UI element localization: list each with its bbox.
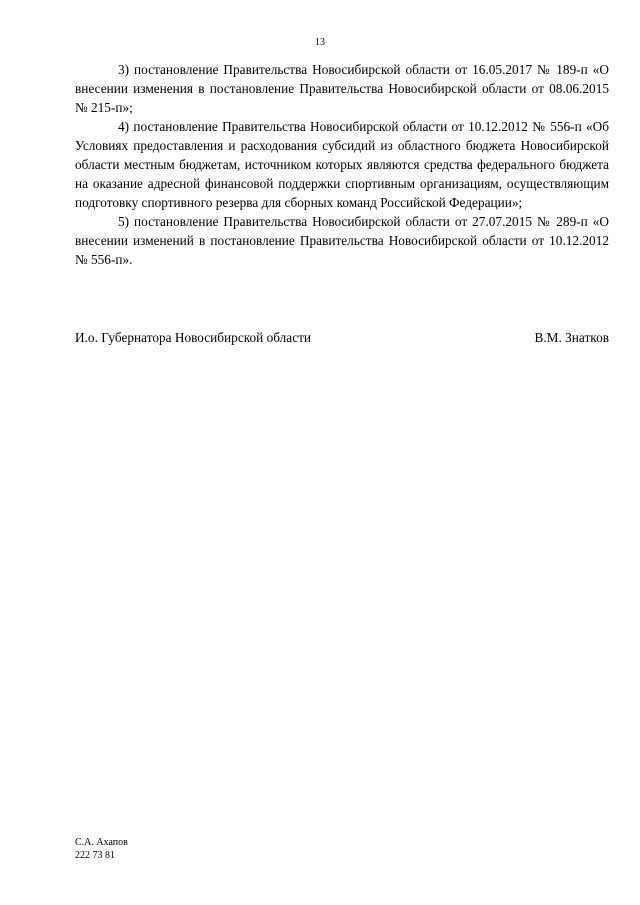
document-body <box>75 60 609 269</box>
signatory-position: И.о. Губернатора Новосибирской области <box>75 330 312 345</box>
executor-phone: 222 73 81 <box>75 850 115 861</box>
signature-block <box>75 328 609 347</box>
list-item: 4) постановление Правительства Новосибирской области от 10.12.2012 № 556-п «Об Условиях предоставления и расходования субсидий из областного бюджета Новосибирской области местным бюджетам, источником которых являются средства федерального бюджета на оказание адресной финансовой поддержки спортивным организациям, осуществляющим подготовку спортивного резерва для сборных команд Российской Федерации»; <box>75 119 609 210</box>
page-number: 13 <box>315 37 325 48</box>
list-item: 5) постановление Правительства Новосибирской области от 27.07.2015 № 289-п «О внесении изменений в постановление Правительства Новосибирской области от 10.12.2012 № 556-п». <box>75 214 609 267</box>
signatory-name: В.М. Знатков <box>534 330 609 345</box>
list-item: 3) постановление Правительства Новосибирской области от 16.05.2017 № 189-п «О внесении изменения в постановление Правительства Новосибирской области от 08.06.2015 № 215-п»; <box>75 62 609 115</box>
executor-name: С.А. Ахапов <box>75 837 128 848</box>
executor-block <box>75 836 128 862</box>
